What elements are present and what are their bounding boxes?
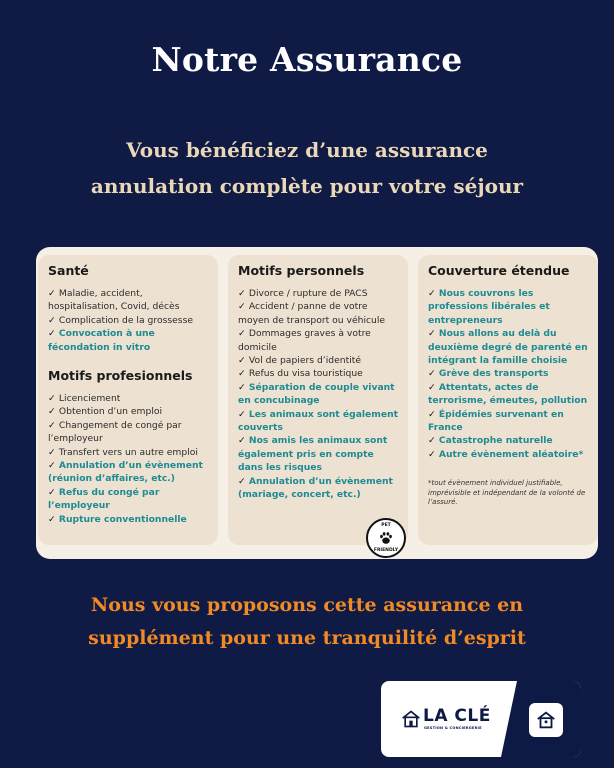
check-icon: ✓ [428,288,439,299]
check-icon: ✓ [428,435,439,447]
coverage-item [238,408,400,435]
column-heading: Santé [48,263,89,278]
check-icon: ✓ [48,393,59,405]
coverage-list [238,287,400,502]
check-icon: ✓ [48,328,59,340]
coverage-item [428,287,590,327]
coverage-item-text: Nous allons au delà du deuxième degré de parenté en intégrant la famille choisie [428,328,588,367]
coverage-item [238,287,400,300]
coverage-item-text: Rupture conventionnelle [58,513,187,525]
check-icon: ✓ [238,408,249,420]
coverage-item-text: Attentats, actes de terrorisme, émeutes, pollution [428,381,588,407]
coverage-item [428,434,590,447]
coverage-item-text: Vol de papiers d’identité [248,355,361,367]
coverage-item-text: Refus du visa touristique [248,368,363,380]
column-couverture-etendue [418,255,598,545]
coverage-list [48,287,210,354]
coverage-item-text: Changement de congé par l’employeur [48,419,182,445]
coverage-item [48,287,210,314]
subtitle-line-2: annulation complète pour votre séjour [90,174,524,198]
check-icon: ✓ [48,486,59,498]
check-icon: ✓ [48,288,59,299]
pet-friendly-badge [366,518,406,558]
column-heading: Motifs profesionnels [48,368,193,384]
coverage-item [48,314,210,327]
check-icon: ✓ [238,368,249,380]
coverage-item-text: Nous couvrons les professions libérales et entrepreneurs [428,288,550,326]
check-icon: ✓ [238,288,249,299]
coverage-list [428,287,590,461]
coverage-item [238,354,400,367]
check-icon: ✓ [428,448,439,460]
subtitle [0,132,614,204]
coverage-item-text: Divorce / rupture de PACS [248,288,368,299]
coverage-item-text: Les animaux sont également couverts [238,408,399,434]
check-icon: ✓ [48,406,59,418]
coverage-item-text: Transfert vers un autre emploi [58,446,198,458]
check-icon: ✓ [428,381,439,393]
check-icon: ✓ [238,328,249,340]
coverage-item-text: Annulation d’un évènement (mariage, concert, etc.) [238,475,393,501]
coverage-item [48,405,210,418]
check-icon: ✓ [238,381,249,393]
coverage-item [48,419,210,446]
coverage-item [238,367,400,380]
coverage-list [48,392,210,526]
check-icon: ✓ [238,475,249,487]
check-icon: ✓ [48,446,59,458]
column-motifs-personnels [228,255,408,545]
column-sante [38,255,218,545]
coverage-item [238,434,400,474]
check-icon: ✓ [48,314,59,326]
coverage-item-text: Obtention d’un emploi [58,406,163,418]
check-icon: ✓ [238,435,249,447]
check-icon: ✓ [48,513,59,525]
bottom-line-2: supplément pour une tranquilité d’esprit [88,627,526,649]
coverage-item-text: Accident / panne de votre moyen de transport ou véhicule [238,301,386,326]
coverage-item-text: Complication de la grossesse [58,314,194,326]
badge-text-top: PET [381,523,391,528]
coverage-item [238,327,400,354]
coverage-item [48,459,210,486]
coverage-item-text: Annulation d’un évènement (réunion d’affaires, etc.) [48,460,203,485]
paw-icon [377,529,395,547]
app-icon [529,703,563,737]
coverage-item [238,475,400,502]
coverage-item-text: Maladie, accident, hospitalisation, Covid, décès [48,288,180,313]
page-title: Notre Assurance [151,40,463,79]
logo-name: LA CLÉ [423,706,491,726]
column-heading: Couverture étendue [428,263,570,278]
check-icon: ✓ [238,301,249,313]
coverage-item-text: Séparation de couple vivant en concubinage [238,381,395,407]
coverage-item-text: Catastrophe naturelle [438,435,553,447]
coverage-item-text: Convocation à une fécondation in vitro [48,328,155,353]
column-heading: Motifs personnels [238,263,365,278]
logo-tagline: GESTION & CONCIERGERIE [424,726,482,730]
check-icon: ✓ [428,368,439,380]
coverage-item-text: Refus du congé par l’employeur [48,486,160,512]
check-icon: ✓ [428,328,439,340]
coverage-item [428,408,590,435]
coverage-item [48,513,210,526]
coverage-item [48,446,210,459]
coverage-item [428,448,590,461]
coverage-item-text: Licenciement [58,393,121,405]
badge-text-bottom: FRIENDLY [373,548,399,553]
coverage-item-text: Grève des transports [438,368,549,380]
bottom-line-1: Nous vous proposons cette assurance en [90,594,524,616]
coverage-item-text: Épidémies survenant en France [428,408,564,434]
coverage-item-text: Autre évènement aléatoire* [438,448,584,460]
coverage-item [48,327,210,354]
coverage-item [428,327,590,367]
coverage-item [428,367,590,380]
subtitle-line-1: Vous bénéficiez d’une assurance [126,138,488,162]
brand-logo [381,681,581,757]
coverage-item-text: Dommages graves à votre domicile [238,328,371,353]
check-icon: ✓ [238,355,249,367]
coverage-item [238,300,400,327]
house-icon [535,709,557,731]
coverage-item [238,381,400,408]
footnote: *tout évènement individuel justifiable, imprévisible et indépendant de la volonté de l’assuré. [428,479,586,507]
house-icon [401,709,421,729]
check-icon: ✓ [48,419,59,431]
check-icon: ✓ [48,460,59,472]
coverage-item-text: Nos amis les animaux sont également pris en compte dans les risques [238,435,388,474]
check-icon: ✓ [428,408,439,420]
bottom-message [0,589,614,655]
coverage-item [428,381,590,408]
coverage-item [48,392,210,405]
coverage-item [48,486,210,513]
